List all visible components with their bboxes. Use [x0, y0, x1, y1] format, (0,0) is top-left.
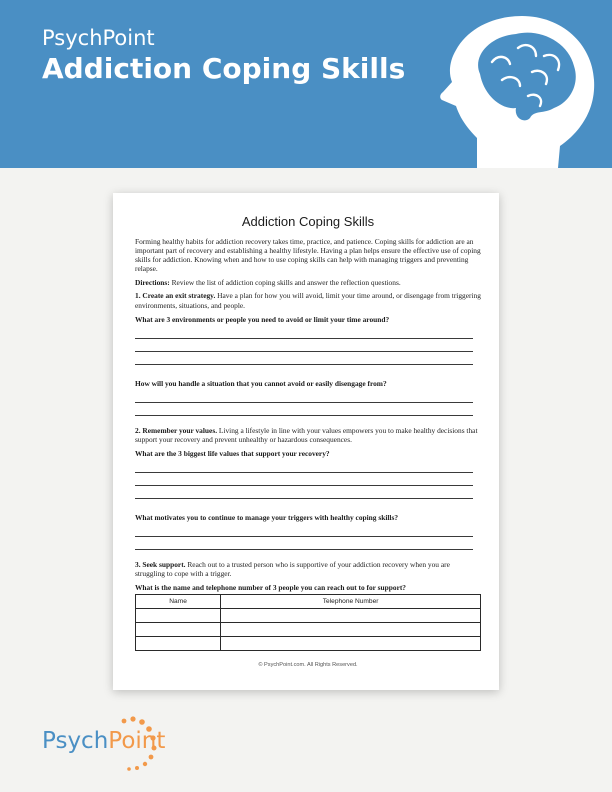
answer-line[interactable] — [135, 339, 473, 352]
directions-text: Review the list of addiction coping skills and answer the reflection questions. — [169, 278, 401, 288]
question-motivation: What motivates you to continue to manage your triggers with healthy coping skills? — [135, 512, 399, 522]
logo-text-point: Point — [108, 728, 166, 754]
logo-text-psych: Psych — [42, 728, 109, 754]
answer-line[interactable] — [135, 390, 473, 403]
column-header-name: Name — [136, 595, 221, 609]
intro-paragraph: Forming healthy habits for addiction recovery takes time, practice, and patience. Coping skills for addiction are an important part of recovery and establishing a healthy lifestyle. Having a plan helps ensure the effective use of coping skills for addiction. Knowing when and how to use coping skills can help with managing triggers and preventing relapse. — [135, 237, 481, 274]
table-row — [136, 623, 481, 637]
answer-line[interactable] — [135, 524, 473, 537]
table-row — [136, 637, 481, 651]
directions — [135, 278, 481, 287]
telephone-cell[interactable] — [221, 637, 481, 651]
column-header-telephone: Telephone Number — [221, 595, 481, 609]
section-heading: 2. Remember your values. — [135, 425, 218, 435]
worksheet-page — [113, 193, 499, 690]
psychpoint-logo — [42, 716, 172, 772]
head-brain-icon — [432, 10, 612, 168]
question-avoid-environments: What are 3 environments or people you need to avoid or limit your time around? — [135, 314, 390, 324]
answer-line[interactable] — [135, 486, 473, 499]
brand-name: PsychPoint — [42, 26, 155, 50]
answer-line[interactable] — [135, 326, 473, 339]
logo-wordmark — [42, 728, 165, 754]
section-support — [135, 560, 481, 578]
section-text: Have a plan for how you will avoid, limit your time around, or disengage from triggering environments, situations, and people. — [135, 291, 481, 310]
answer-line[interactable] — [135, 537, 473, 550]
section-text: Living a lifestyle in line with your values empowers you to make healthy decisions that support your recovery and prevent unhealthy or hazardous consequences. — [135, 425, 478, 444]
section-heading: 3. Seek support. — [135, 559, 186, 569]
name-cell[interactable] — [136, 637, 221, 651]
name-cell[interactable] — [136, 609, 221, 623]
copyright-notice: © PsychPoint.com. All Rights Reserved. — [258, 662, 358, 669]
table-header-row — [136, 595, 481, 609]
question-support-contacts: What is the name and telephone number of 3 people you can reach out to for support? — [135, 583, 407, 593]
section-values — [135, 426, 481, 444]
section-exit-strategy — [135, 291, 481, 309]
telephone-cell[interactable] — [221, 623, 481, 637]
header-banner — [0, 0, 612, 168]
worksheet-title: Addiction Coping Skills — [241, 214, 375, 229]
section-heading: 1. Create an exit strategy. — [135, 291, 216, 301]
section-text: Reach out to a trusted person who is supportive of your addiction recovery when you are struggling to cope with a trigger. — [135, 559, 450, 578]
question-unavoidable-situation: How will you handle a situation that you cannot avoid or easily disengage from? — [135, 378, 387, 388]
name-cell[interactable] — [136, 623, 221, 637]
answer-line[interactable] — [135, 352, 473, 365]
answer-line[interactable] — [135, 403, 473, 416]
page-title: Addiction Coping Skills — [42, 52, 406, 85]
table-row — [136, 609, 481, 623]
telephone-cell[interactable] — [221, 609, 481, 623]
question-life-values: What are the 3 biggest life values that support your recovery? — [135, 448, 330, 458]
support-contacts-table — [135, 594, 481, 651]
answer-line[interactable] — [135, 473, 473, 486]
directions-label: Directions: — [135, 278, 170, 288]
answer-line[interactable] — [135, 460, 473, 473]
